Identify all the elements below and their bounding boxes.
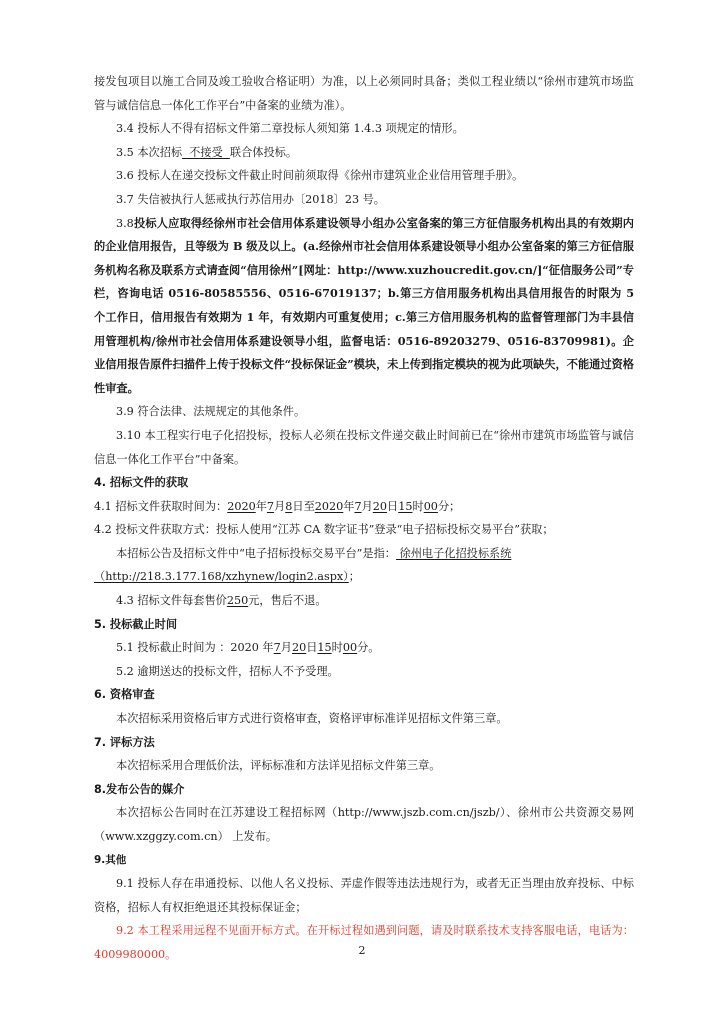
- deadline-minute: 00: [342, 641, 358, 655]
- para-3-10: 3.10 本工程实行电子化招投标，投标人必须在投标文件递交截止时间前已在“徐州市建筑市场监管与诚信信息一体化工作平台”中备案。: [94, 428, 634, 466]
- t7: 时: [412, 499, 424, 513]
- para-4-3-post: 元，售后不退。: [248, 594, 327, 608]
- heading-8: 8.发布公告的媒介: [94, 782, 185, 796]
- para-3-5: [94, 141, 634, 165]
- para-4-3: [94, 589, 634, 613]
- t4: 年: [343, 499, 355, 513]
- end-year: 2020: [314, 499, 344, 513]
- start-year: 2020: [227, 499, 256, 513]
- t2: 月: [274, 499, 286, 513]
- t1: 年: [255, 499, 267, 513]
- heading-6: 6. 资格审查: [94, 688, 155, 702]
- para-5-1-pre: 5.1 投标截止时间为 ：2020 年: [116, 641, 274, 655]
- para-4-2b-pre: 本招标公告及招标文件中“电子招标投标交易平台”是指：: [116, 546, 396, 560]
- u2: 日: [306, 641, 318, 655]
- consortium-value: 不接受: [182, 145, 230, 159]
- start-month: 7: [266, 499, 275, 513]
- document-body: [94, 70, 634, 967]
- para-4-1-pre: 4.1 招标文件获取时间为：: [94, 499, 228, 513]
- para-4-2b: [94, 542, 634, 589]
- end-minute: 00: [423, 499, 438, 513]
- deadline-hour: 15: [317, 641, 332, 655]
- para-9-1: 9.1 投标人存在串通投标、以他人名义投标、弄虚作假等违法违规行为，或者无正当理由放弃投标、中标资格，招标人有权拒绝退还其投标保证金；: [94, 877, 634, 914]
- para-5-2: 5.2 逾期送达的投标文件，招标人不予受理。: [116, 664, 339, 678]
- platform-link[interactable]: 徐州电子化招投标系统: [395, 546, 512, 560]
- heading-7: 7. 评标方法: [94, 735, 155, 749]
- end-hour: 15: [398, 499, 413, 513]
- para-3-5-post: 联合体投标。: [229, 145, 298, 159]
- t5: 月: [361, 499, 373, 513]
- para-7: 本次招标采用合理低价法，评标标准和方法详见招标文件第三章。: [116, 759, 441, 773]
- para-3-8-num: 3.8: [116, 216, 134, 230]
- para-3-8: [94, 212, 634, 401]
- price-value: 250: [226, 594, 249, 608]
- u3: 时: [331, 641, 343, 655]
- para-4-3-pre: 4.3 招标文件每套售价: [116, 594, 227, 608]
- heading-4: 4. 招标文件的获取: [94, 476, 189, 490]
- para-continuation: 接发包项目以施工合同及竣工验收合格证明）为准，以上必须同时具备；类似工程业绩以“徐州市建筑市场监管与诚信信息一体化工作平台”中备案的业绩为准）。: [94, 75, 634, 112]
- para-3-9: 3.9 符合法律、法规规定的其他条件。: [116, 405, 306, 419]
- heading-5: 5. 投标截止时间: [94, 617, 178, 631]
- platform-url-link[interactable]: （http://218.3.177.168/xzhynew/login2.aspx）: [94, 570, 349, 584]
- para-4-1: [94, 495, 634, 519]
- end-month: 7: [354, 499, 362, 513]
- para-9-2: 9.2 本工程采用远程不见面开标方式。在开标过程如遇到问题，请及时联系技术支持客服电话，电话为：4009980000。: [94, 924, 634, 961]
- para-6: 本次招标采用资格后审方式进行资格审查，资格评审标准详见招标文件第三章。: [116, 712, 508, 726]
- page-number: 2: [358, 944, 366, 957]
- u4: 分。: [357, 641, 380, 655]
- para-3-7: 3.7 失信被执行人惩戒执行苏信用办〔2018〕23 号。: [116, 192, 385, 206]
- t6: 日: [387, 499, 399, 513]
- para-5-1: [94, 636, 634, 660]
- end-day: 20: [372, 499, 388, 513]
- start-day: 8: [285, 499, 293, 513]
- para-4-2: 4.2 投标文件获取方式：投标人使用“江苏 CA 数字证书”登录“电子招标投标交易平台”获取；: [94, 523, 554, 537]
- heading-9: 9.其他: [94, 853, 127, 866]
- u1: 月: [280, 641, 292, 655]
- deadline-month: 7: [273, 641, 281, 655]
- t8: 分；: [437, 499, 461, 513]
- para-3-6: 3.6 投标人在递交投标文件截止时间前须取得《徐州市建筑业企业信用管理手册》。: [116, 169, 524, 183]
- para-3-8-text: 投标人应取得经徐州市社会信用体系建设领导小组办公室备案的第三方征信服务机构出具的有效期内的企业信用报告，且等级为 B 级及以上。(a.经徐州市社会信用体系建设领导小组办公室备案的第三方征信服务机构名称及联系方式请查阅“信用徐州”[网址：http://www.xuzhoucredit.gov.cn/]“征信服务公司”专栏，咨询电话 0516-80585556、0516-67019137；b.第三方信用服务机构出具信用报告的时限为 5 个工作日，信用报告有效期为 1 年，有效期内可重复使用；c.第三方信用服务机构的监督管理部门为丰县信用管理机构/徐州市社会信用体系建设领导小组，监督电话：0516-89203279、0516-83709981)。企业信用报告原件扫描件上传于投标文件“投标保证金”模块，未上传到指定模块的视为此项缺失，不能通过资格性审查。: [94, 215, 634, 395]
- t3: 日至: [292, 499, 315, 513]
- para-3-5-pre: 3.5 本次招标: [116, 145, 183, 159]
- para-3-4: 3.4 投标人不得有招标文件第二章投标人须知第 1.4.3 项规定的情形。: [116, 122, 464, 136]
- para-8: 本次招标公告同时在江苏建设工程招标网（http://www.jszb.com.cn/jszb/）、徐州市公共资源交易网（www.xzggzy.com.cn） 上发布。: [94, 806, 634, 843]
- para-4-2b-post: ；: [348, 570, 360, 584]
- deadline-day: 20: [291, 641, 307, 655]
